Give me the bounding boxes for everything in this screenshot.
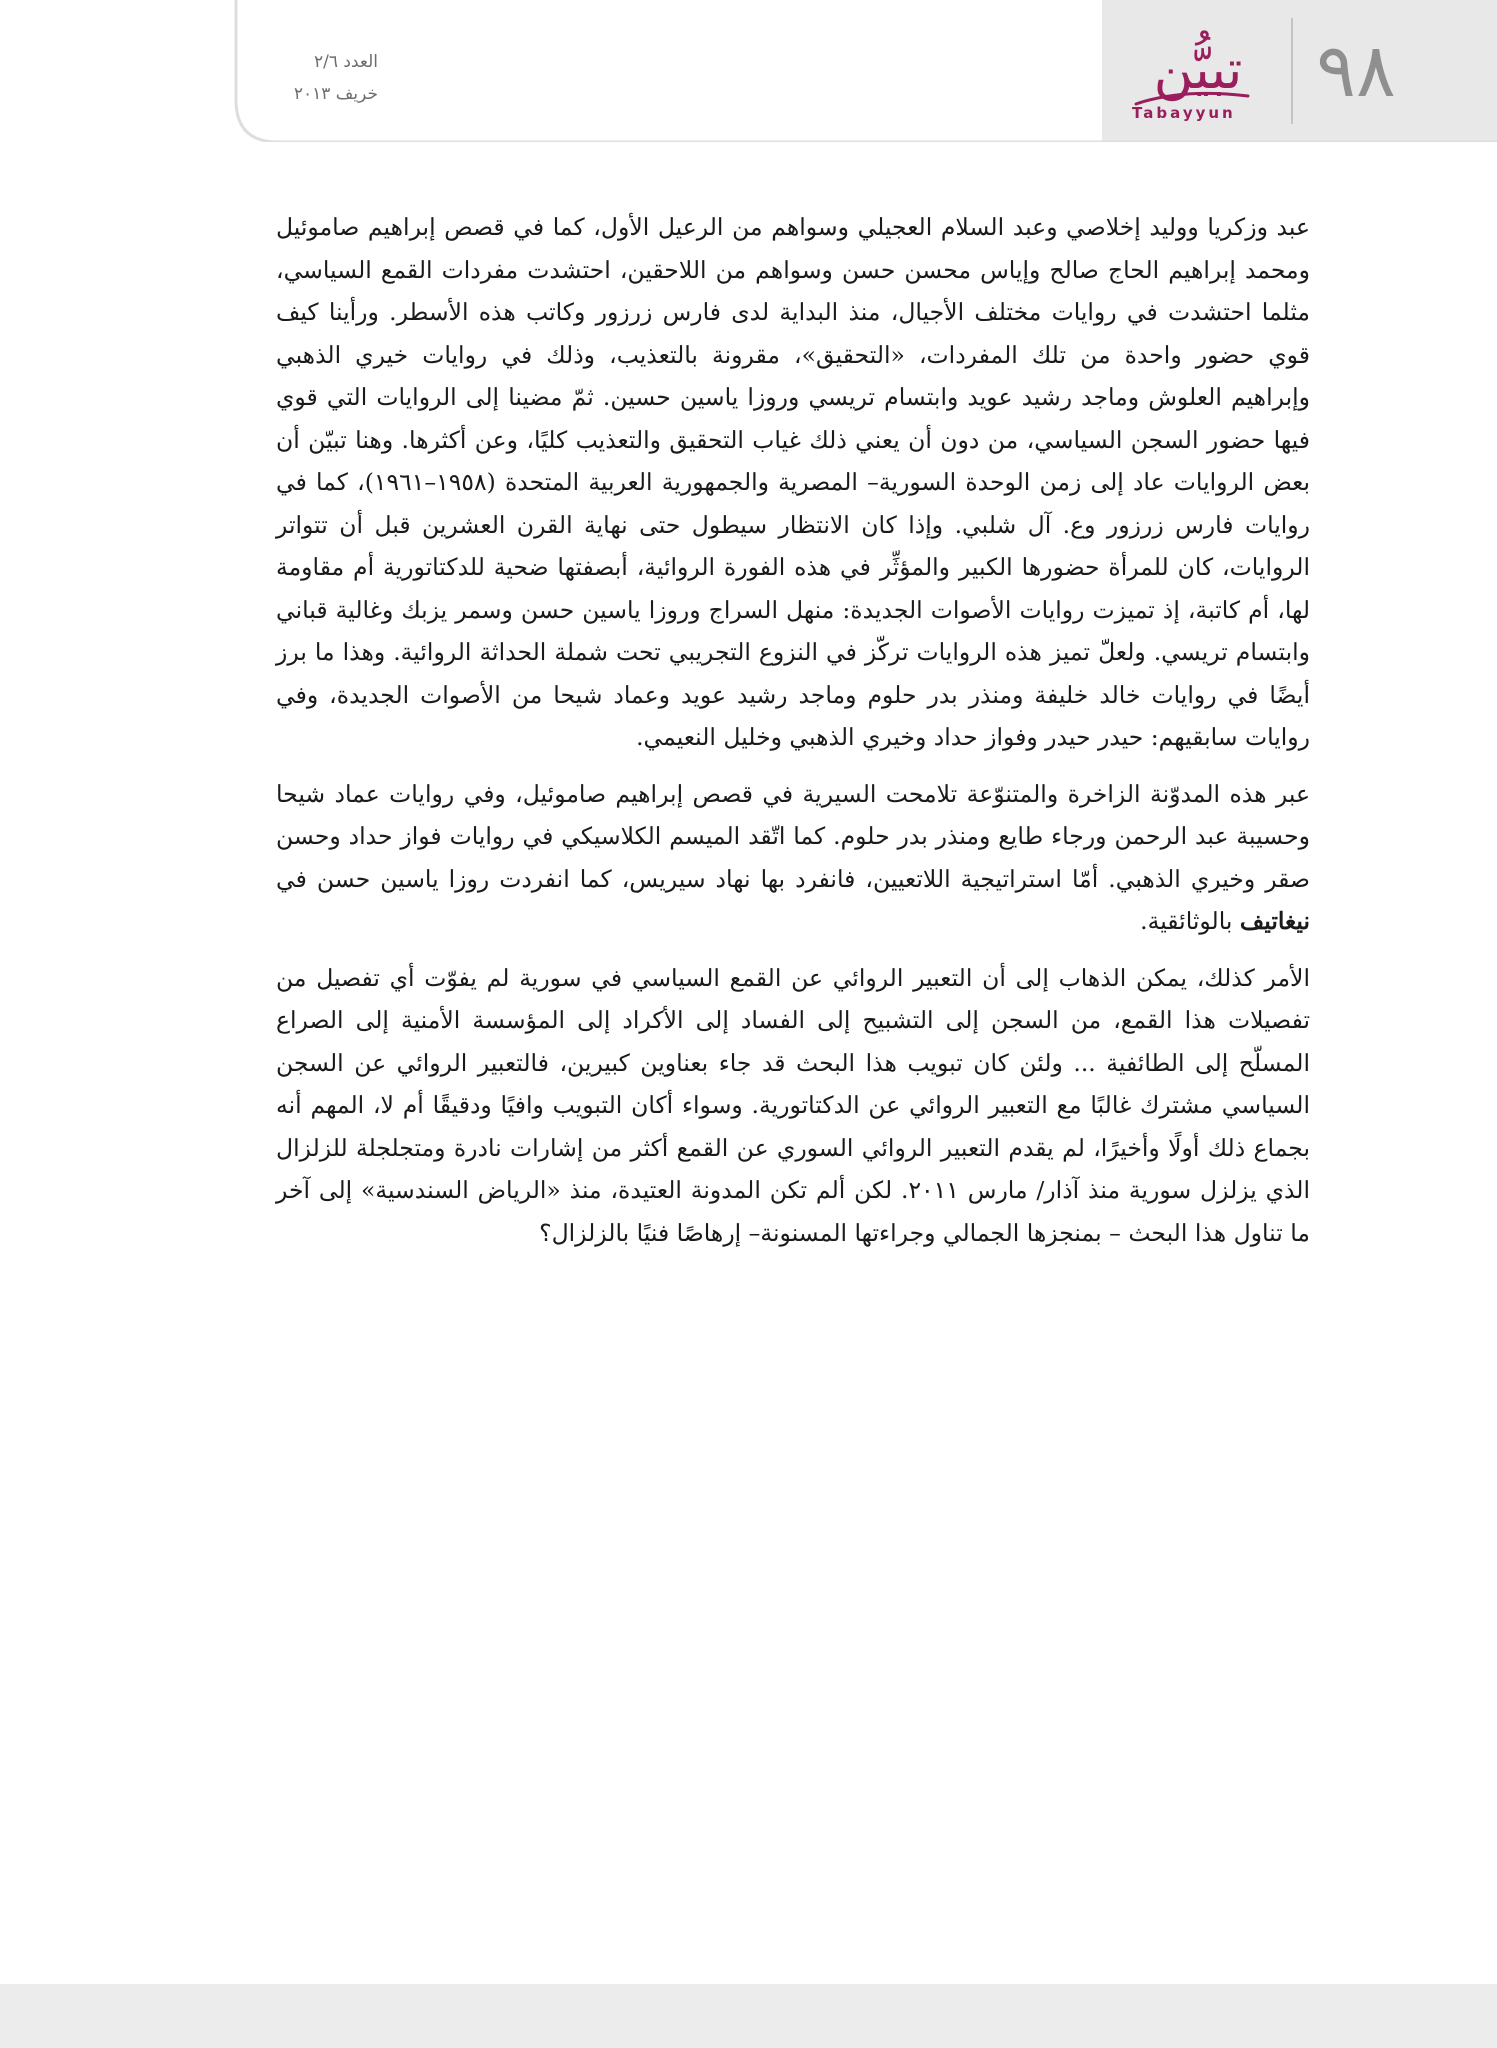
issue-season: خريف ٢٠١٣ — [293, 84, 378, 104]
page-number: ٩٨ — [1316, 28, 1396, 114]
journal-logo — [1118, 34, 1278, 134]
footer-band — [0, 1984, 1497, 2048]
logo-latin: Tabayyun — [1132, 104, 1236, 122]
paragraph-2 — [276, 773, 1310, 943]
paragraph-2-end: بالوثائقية. — [1140, 907, 1233, 935]
paragraph-1: عبد وزكريا ووليد إخلاصي وعبد السلام العجيلي وسواهم من الرعيل الأول، كما في قصص إبراهيم صاموئيل ومحمد إبراهيم الحاج صالح وإياس محسن حسن وسواهم من اللاحقين، احتشدت مفردات القمع السياسي، مثلما احتشدت في روايات مختلف الأجيال، منذ البداية لدى فارس زرزور وكاتب هذه الأسطر. ورأينا كيف قوي حضور واحدة من تلك المفردات، «التحقيق»، مقرونة بالتعذيب، وذلك في روايات خيري الذهبي وإبراهيم العلوش وماجد رشيد عويد وابتسام تريسي وروزا ياسين حسين. ثمّ مضينا إلى الروايات التي قوي فيها حضور السجن السياسي، من دون أن يعني ذلك غياب التحقيق والتعذيب كليًا، وعن أكثرها. وهنا تبيّن أن بعض الروايات عاد إلى زمن الوحدة السورية– المصرية والجمهورية العربية المتحدة (١٩٥٨–١٩٦١)، كما في روايات فارس زرزور وع. آل شلبي. وإذا كان الانتظار سيطول حتى نهاية القرن العشرين قبل أن تتواتر الروايات، كان للمرأة حضورها الكبير والمؤثِّر في هذه الفورة الروائية، أبصفتها ضحية للدكتاتورية أم مقاومة لها، أم كاتبة، إذ تميزت روايات الأصوات الجديدة: منهل السراج وروزا ياسين حسن وسمر يزبك وغالية قباني وابتسام تريسي. ولعلّ تميز هذه الروايات تركّز في النزوع التجريبي تحت شملة الحداثة الروائية. وهذا ما برز أيضًا في روايات خالد خليفة ومنذر بدر حلوم وماجد رشيد عويد وعماد شيحا من الأصوات الجديدة، وفي روايات سابقيهم: حيدر حيدر وفواز حداد وخيري الذهبي وخليل النعيمي. — [276, 213, 1310, 751]
issue-info — [268, 46, 378, 110]
issue-number: العدد ٢/٦ — [313, 52, 378, 72]
paragraph-2-text: عبر هذه المدوّنة الزاخرة والمتنوّعة تلامحت السيرية في قصص إبراهيم صاموئيل، وفي روايات عماد شيحا وحسيبة عبد الرحمن ورجاء طايع ومنذر بدر حلوم. كما اتّقد الميسم الكلاسيكي في روايات فواز حداد وحسن صقر وخيري الذهبي. أمّا استراتيجية اللاتعيين، فانفرد بها نهاد سيريس، كما انفردت روزا ياسين حسن في — [276, 779, 1310, 893]
article-body — [276, 206, 1310, 1268]
paragraph-3: الأمر كذلك، يمكن الذهاب إلى أن التعبير الروائي عن القمع السياسي في سورية لم يفوّت أي تفصيل من تفصيلات هذا القمع، من السجن إلى التشبيح إلى الفساد إلى الأكراد إلى المؤسسة الأمنية إلى الصراع المسلّح إلى الطائفية ... ولئن كان تبويب هذا البحث قد جاء بعناوين كبيرين، فالتعبير الروائي عن السجن السياسي مشترك غالبًا مع التعبير الروائي عن الدكتاتورية. وسواء أكان التبويب وافيًا ودقيقًا أم لا، المهم أنه بجماع ذلك أولًا وأخيرًا، لم يقدم التعبير الروائي السوري عن القمع أكثر من إشارات نادرة ومتجلجلة للزلزال الذي يزلزل سورية منذ آذار/ مارس ٢٠١١. لكن ألم تكن المدونة العتيدة، منذ «الرياض السندسية» إلى آخر ما تناول هذا البحث – بمنجزها الجمالي وجراءتها المسنونة– إرهاصًا فنيًا بالزلزال؟ — [276, 963, 1310, 1247]
book-title-negative: نيغاتيف — [1239, 907, 1310, 935]
logo-arabic: تبيُّن — [1153, 38, 1243, 101]
